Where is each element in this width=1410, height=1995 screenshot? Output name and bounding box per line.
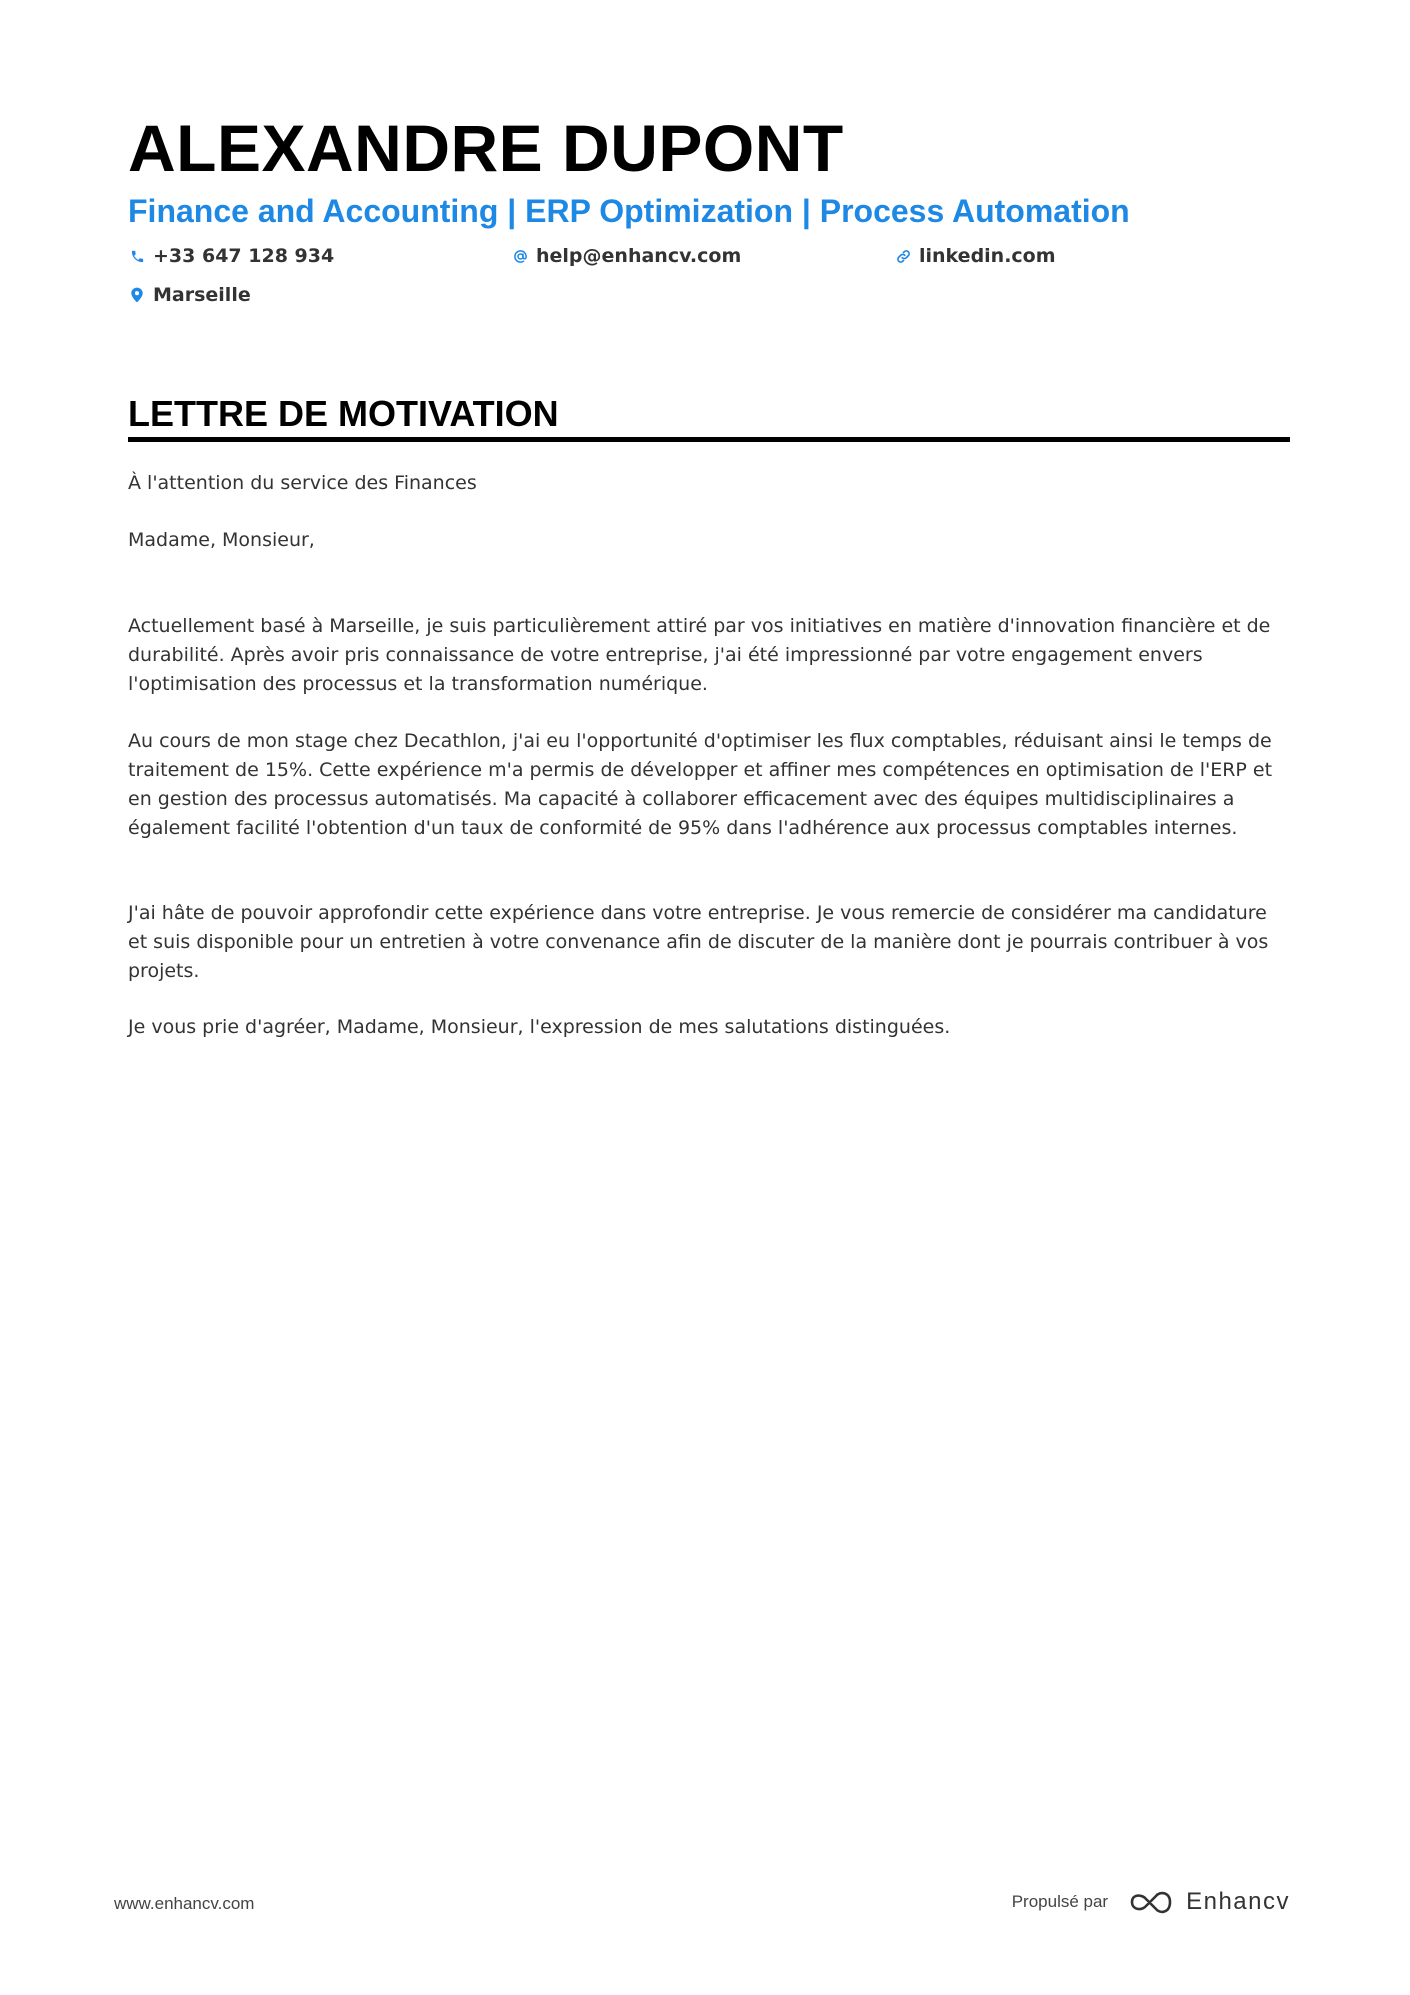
letter-recipient: À l'attention du service des Finances <box>128 472 477 494</box>
contact-location <box>128 282 251 308</box>
contact-linkedin <box>894 243 1056 269</box>
footer-website-link[interactable]: www.enhancv.com <box>114 1894 255 1913</box>
linkedin-link[interactable]: linkedin.com <box>919 245 1056 267</box>
letter-paragraph: J'ai hâte de pouvoir approfondir cette expérience dans votre entreprise. Je vous remercie de considérer ma candidature et suis disponible pour un entretien à votre convenance afin de discuter de la manière dont je pourrais contribuer à vos projets. <box>128 902 1269 982</box>
phone-text: +33 647 128 934 <box>153 245 335 267</box>
letter-paragraph: Actuellement basé à Marseille, je suis particulièrement attiré par vos initiatives en matière d'innovation financière et de durabilité. Après avoir pris connaissance de votre entreprise, j'ai été impressionné par votre engagement envers l'optimisation des processus et la transformation numérique. <box>128 615 1271 695</box>
letter-salutation: Madame, Monsieur, <box>128 529 315 551</box>
at-icon <box>511 247 529 265</box>
phone-icon <box>128 247 146 265</box>
section-title: LETTRE DE MOTIVATION <box>128 393 559 434</box>
map-pin-icon <box>128 286 146 304</box>
enhancv-logo-icon <box>1128 1889 1174 1915</box>
enhancv-brand-link[interactable] <box>1128 1888 1290 1916</box>
contact-email <box>511 243 741 269</box>
email-link[interactable]: help@enhancv.com <box>536 245 742 267</box>
letter-closing: Je vous prie d'agréer, Madame, Monsieur, l'expression de mes salutations distinguées. <box>128 1016 951 1038</box>
powered-by-text: Propulsé par <box>1011 1892 1109 1911</box>
contact-phone <box>128 243 334 269</box>
section-divider <box>128 437 1290 442</box>
footer-branding <box>1012 1882 1290 1922</box>
candidate-headline: Finance and Accounting | ERP Optimization | Process Automation <box>128 193 1130 229</box>
link-icon <box>894 247 912 265</box>
brand-name: Enhancv <box>1186 1888 1290 1915</box>
letter-paragraph: Au cours de mon stage chez Decathlon, j'ai eu l'opportunité d'optimiser les flux comptables, réduisant ainsi le temps de traitement de 15%. Cette expérience m'a permis de développer et affiner mes compétences en optimisation de l'ERP et en gestion des processus automatisés. Ma capacité à collaborer efficacement avec des équipes multidisciplinaires a également facilité l'obtention d'un taux de conformité de 95% dans l'adhérence aux processus comptables internes. <box>128 730 1273 839</box>
candidate-name: ALEXANDRE DUPONT <box>128 111 844 185</box>
location-text: Marseille <box>153 284 251 306</box>
